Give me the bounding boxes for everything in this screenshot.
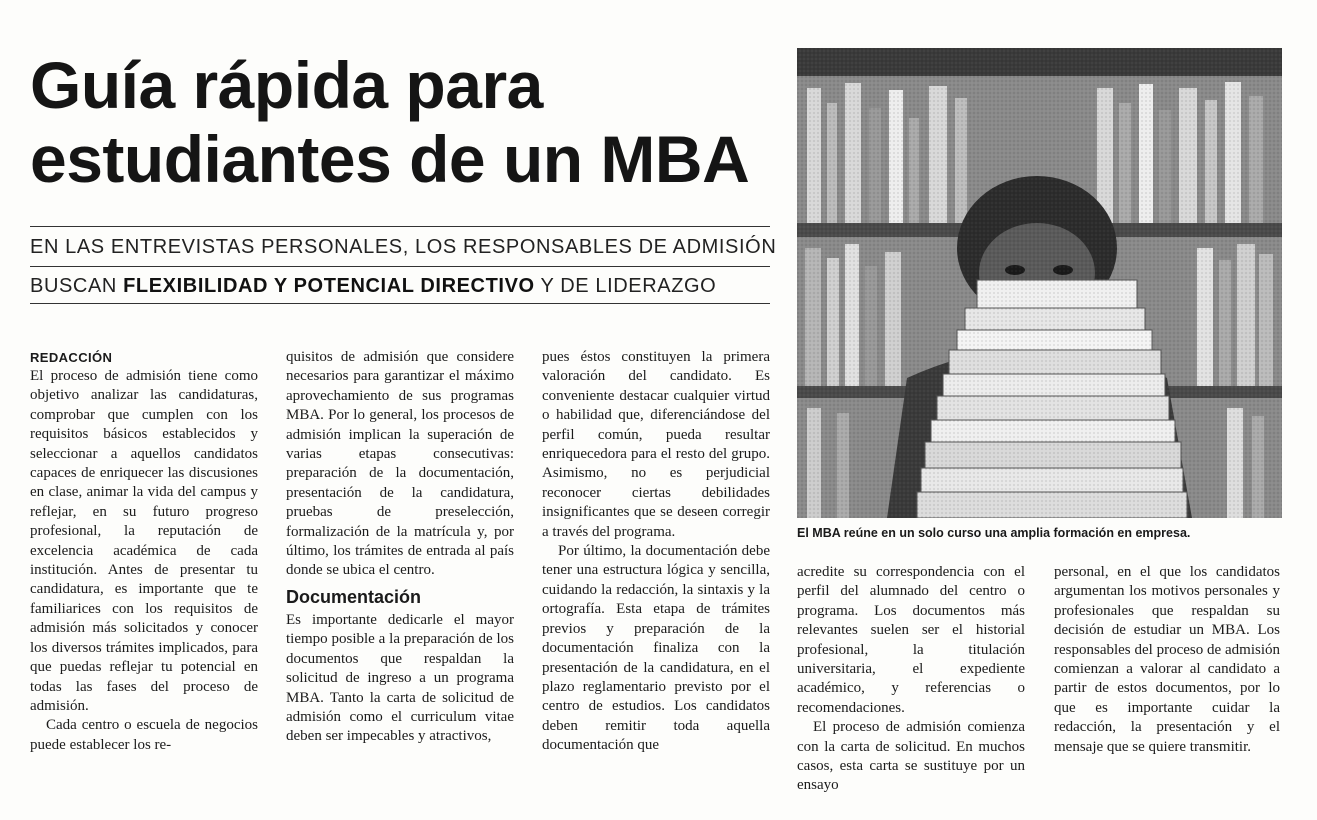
deck-line-1: EN LAS ENTREVISTAS PERSONALES, LOS RESPONSABLES DE ADMISIÓN — [30, 236, 777, 258]
photo-student-behind-books — [797, 48, 1282, 518]
subhead-documentacion: Documentación — [286, 586, 422, 607]
article-photo — [797, 48, 1282, 518]
deck-line-2 — [30, 274, 775, 298]
headline-line-2: estudiantes de un MBA — [30, 122, 750, 196]
deck-line-2-post: Y DE LIDERAZGO — [534, 275, 717, 297]
deck-rule-top — [30, 226, 770, 227]
article-column-2 — [286, 348, 514, 747]
headline — [30, 48, 780, 196]
column-5-paragraph-1: personal, en el que los candidatos argumentan los motivos personales y profesionales que respaldan su decisión de estudiar un MBA. Los responsables del proceso de admisión comienzan a valorar al candidato a partir de estos documentos, por lo que es importante cuidar la redacción, la presentación y el mensaje que se quiere transmitir. — [1054, 564, 1280, 755]
article-column-3 — [542, 348, 770, 756]
column-1-paragraph-1: El proceso de admisión tiene como objetivo analizar las candidaturas, comprobar que cumplen con los requisitos básicos establecidos y seleccionar a aquellos candidatos capaces de enriquecer las discusiones en clase, animar la vida del campus y reflejar, en su futuro progreso profesional, la reputación de excelencia académica de cada institución. Antes de presentar tu candidatura, es importante que te familiarices con los requisitos de admisión más solicitados y conocer los diversos trámites implicados, para que puedas reflejar tu potencial en todas las fases del proceso de admisión. — [30, 368, 258, 714]
article-column-4 — [797, 563, 1025, 796]
photo-caption: El MBA reúne en un solo curso una amplia formación en empresa. — [797, 526, 1191, 540]
column-3-paragraph-1: pues éstos constituyen la primera valoración del candidato. Es conveniente destacar cualquier virtud o habilidad que, diferenciándose del perfil común, pueda resultar enriquecedora para el resto del grupo. Asimismo, no es perjudicial reconocer ciertas debilidades insignificantes que se deseen corregir a través del programa. — [542, 349, 770, 540]
headline-line-1: Guía rápida para — [30, 48, 543, 122]
article-column-1 — [30, 348, 258, 755]
column-2-paragraph-2: Es importante dedicarle el mayor tiempo posible a la preparación de los documentos que respaldan la solicitud de ingreso a un programa MBA. Tanto la carta de solicitud de admisión como el curriculum vitae deben ser impecables y atractivos, — [286, 611, 514, 745]
deck-rule-middle — [30, 266, 770, 267]
deck-line-2-bold: FLEXIBILIDAD Y POTENCIAL DIRECTIVO — [123, 275, 535, 297]
column-2-paragraph-1: quisitos de admisión que considere necesarios para garantizar el máximo aprovechamiento de sus programas MBA. Por lo general, los procesos de admisión implican la superación de varias etapas consecutivas: preparación de la documentación, presentación de la candidatura, pruebas de preselección, formalización de la matrícula y, por último, los trámites de entrada al país donde se ubica el centro. — [286, 349, 514, 579]
column-4-paragraph-1: acredite su correspondencia con el perfil del alumnado del centro o programa. Los documentos más relevantes suelen ser el historial profesional, la titulación universitaria, el expediente académico, y referencias o recomendaciones. — [797, 564, 1025, 716]
column-3-paragraph-2: Por último, la documentación debe tener una estructura lógica y sencilla, cuidando la redacción, la sintaxis y la ortografía. Esta etapa de trámites previos y preparación de la documentación finaliza con la presentación de la candidatura, en el plazo reglamentario previsto por el centro de estudios. Los candidatos deben remitir toda aquella documentación que — [542, 543, 770, 754]
deck-line-2-pre: BUSCAN — [30, 275, 124, 297]
deck-rule-bottom — [30, 303, 770, 304]
column-1-paragraph-2: Cada centro o escuela de negocios puede establecer los re- — [30, 717, 258, 753]
byline: REDACCIÓN — [30, 350, 113, 365]
column-4-paragraph-2: El proceso de admisión comienza con la carta de solicitud. En muchos casos, esta carta se sustituye por un ensayo — [797, 719, 1025, 794]
article-column-5 — [1054, 563, 1280, 757]
